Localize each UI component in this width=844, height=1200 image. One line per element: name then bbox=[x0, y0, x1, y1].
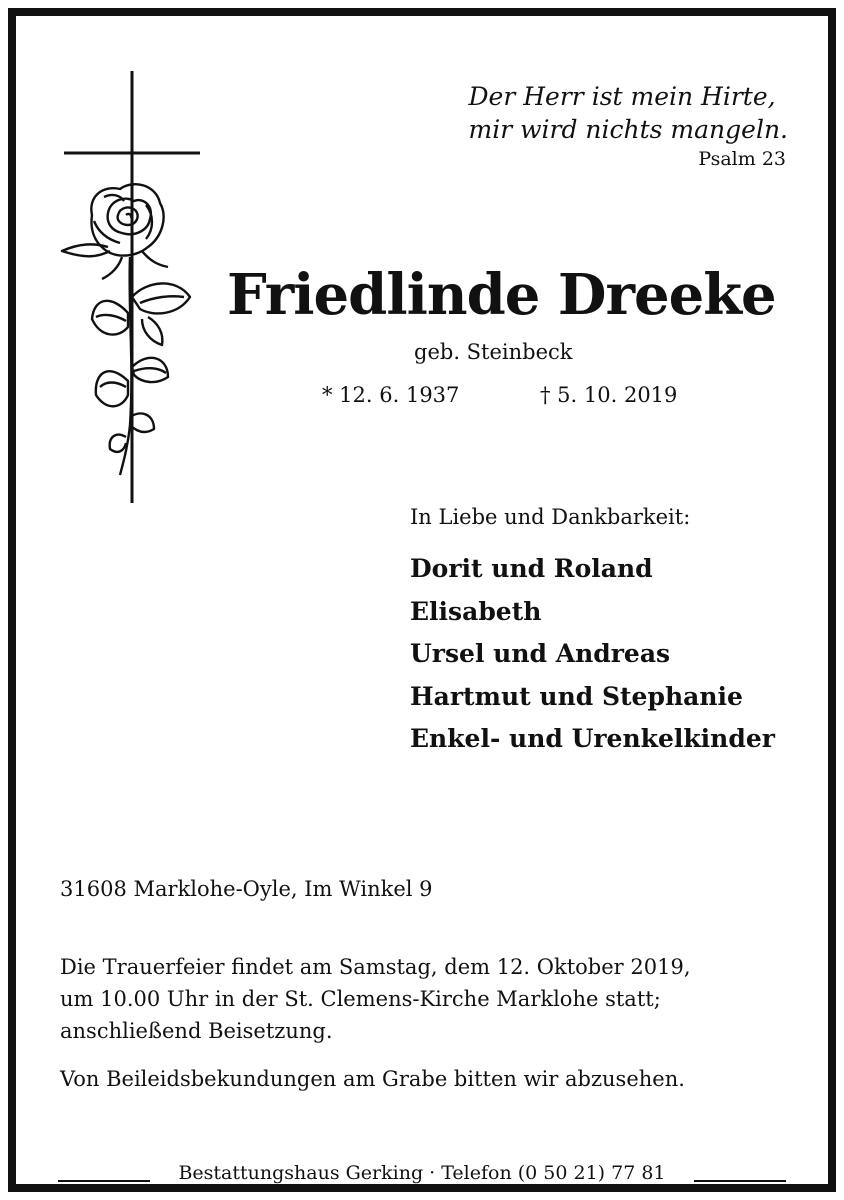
service-line-3: anschließend Beisetzung. bbox=[60, 1019, 333, 1043]
mourner-name: Elisabeth bbox=[410, 596, 542, 626]
mourner-name: Dorit und Roland bbox=[410, 554, 653, 583]
psalm-line-1: Der Herr ist mein Hirte, bbox=[468, 82, 776, 111]
mourners-intro: In Liebe und Dankbarkeit: bbox=[410, 505, 691, 529]
service-line-2: um 10.00 Uhr in der St. Clemens-Kirche Marklohe statt; bbox=[60, 987, 661, 1011]
born-name: geb. Steinbeck bbox=[414, 340, 573, 364]
mourner-name: Enkel- und Urenkelkinder bbox=[410, 724, 775, 753]
deceased-name: Friedlinde Dreeke bbox=[227, 262, 776, 328]
family-address: 31608 Marklohe-Oyle, Im Winkel 9 bbox=[60, 877, 433, 901]
psalm-quote bbox=[469, 80, 788, 146]
mourners-list bbox=[410, 548, 775, 761]
funeral-service-notice bbox=[60, 951, 780, 1047]
funeral-home-footer: Bestattungshaus Gerking · Telefon (0 50 21) 77 81 bbox=[178, 1162, 666, 1184]
service-line-1: Die Trauerfeier findet am Samstag, dem 12. Oktober 2019, bbox=[60, 955, 691, 979]
mourner-name: Hartmut und Stephanie bbox=[410, 681, 743, 711]
psalm-line-2: mir wird nichts mangeln. bbox=[468, 115, 788, 144]
cross-with-rose-icon bbox=[50, 65, 220, 510]
birth-date: * 12. 6. 1937 bbox=[322, 383, 460, 407]
condolence-note: Von Beileidsbekundungen am Grabe bitten wir abzusehen. bbox=[60, 1067, 685, 1091]
mourner-name: Ursel und Andreas bbox=[410, 639, 671, 668]
psalm-reference: Psalm 23 bbox=[698, 148, 786, 170]
death-date: † 5. 10. 2019 bbox=[540, 383, 678, 407]
